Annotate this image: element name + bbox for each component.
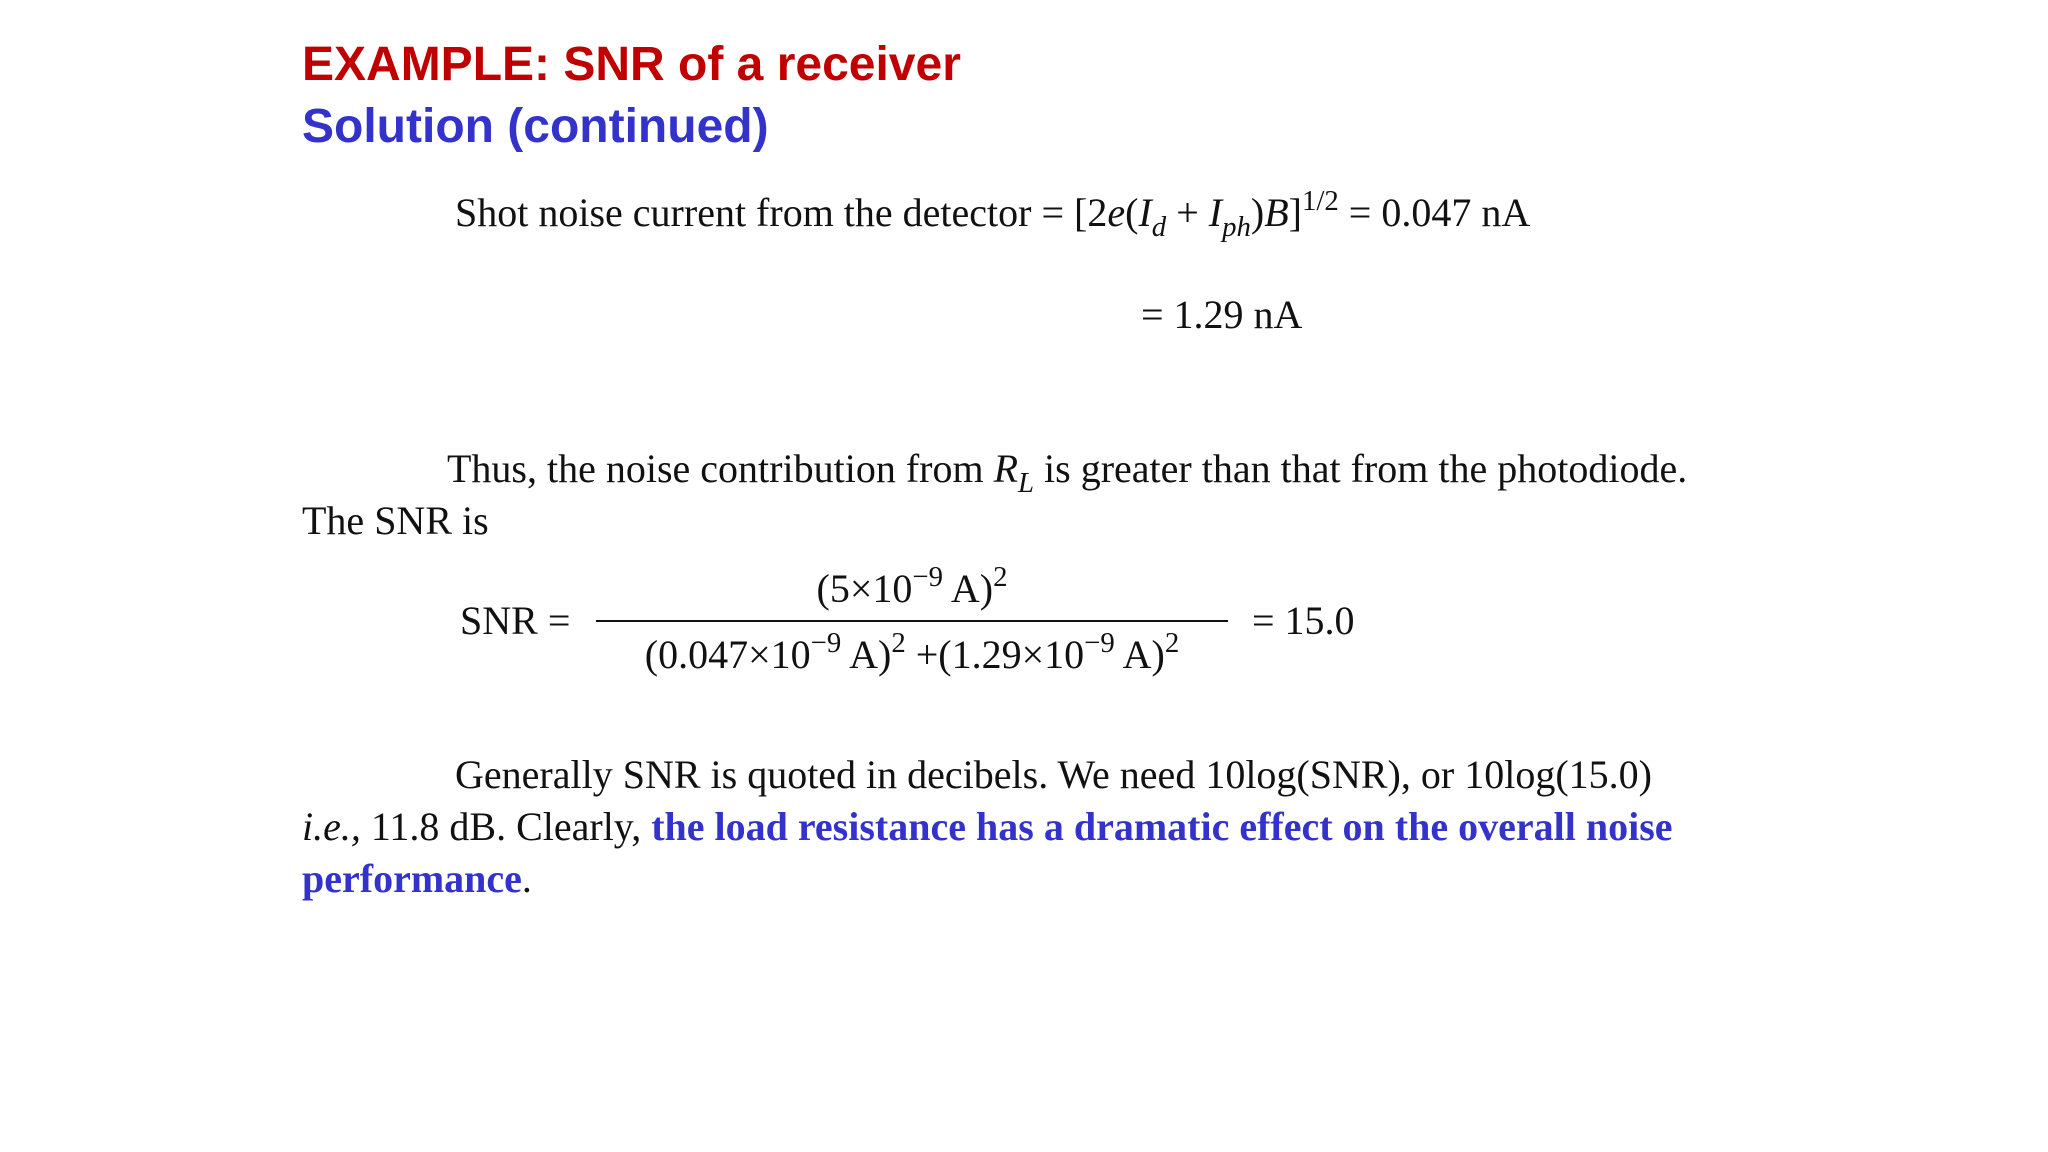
plus-sign: + — [1166, 190, 1209, 235]
var-e: e — [1107, 190, 1126, 235]
var-I-ph: I — [1208, 190, 1223, 235]
den2-base: (1.29×10 — [938, 632, 1085, 677]
var-B: B — [1264, 190, 1289, 235]
comparison-prefix: Thus, the noise contribution from — [447, 446, 994, 491]
snr-fraction — [596, 560, 1228, 684]
den-plus: + — [905, 632, 939, 677]
conclusion-line-2 — [302, 802, 1673, 852]
den1-unit: A) — [841, 632, 892, 677]
var-R: R — [993, 446, 1019, 491]
thermal-noise-result: = 1.29 nA — [1141, 292, 1303, 337]
sub-ph: ph — [1222, 211, 1251, 244]
comparison-line-2: The SNR is — [302, 498, 489, 543]
exponent-half: 1/2 — [1301, 185, 1339, 218]
open-paren: ( — [1125, 190, 1139, 235]
den1-power: 2 — [891, 627, 906, 660]
close-bracket: ] — [1288, 190, 1302, 235]
slide-title: EXAMPLE: SNR of a receiver — [302, 38, 961, 91]
num-unit: A) — [943, 566, 994, 611]
shot-noise-result: = 0.047 nA — [1338, 190, 1531, 235]
comparison-suffix: is greater than that from the photodiode. — [1034, 446, 1688, 491]
sub-d: d — [1151, 211, 1167, 244]
slide-subtitle: Solution (continued) — [302, 100, 769, 153]
fraction-bar — [596, 620, 1228, 622]
emphasis-text-2: performance — [302, 856, 522, 901]
snr-lhs: SNR = — [460, 598, 571, 643]
conclusion-line-1: Generally SNR is quoted in decibels. We need 10log(SNR), or 10log(15.0) — [455, 752, 1652, 797]
snr-denominator — [596, 626, 1228, 684]
snr-rhs: = 15.0 — [1252, 598, 1355, 643]
comparison-line-1 — [447, 444, 1688, 500]
snr-numerator — [596, 560, 1228, 618]
emphasis-text-1: the load resistance has a dramatic effect on the overall noise — [651, 804, 1673, 849]
num-exponent: −9 — [912, 561, 944, 594]
conclusion-line-3 — [302, 854, 532, 904]
conclusion-mid: 11.8 dB. Clearly, — [360, 804, 652, 849]
var-I-d: I — [1138, 190, 1152, 235]
den1-base: (0.047×10 — [644, 632, 811, 677]
close-paren: ) — [1250, 190, 1265, 235]
shot-noise-equation — [455, 185, 1531, 244]
den1-exponent: −9 — [810, 627, 842, 660]
shot-noise-label: Shot noise current from the detector = [2 — [455, 190, 1108, 235]
den2-power: 2 — [1164, 627, 1180, 660]
sub-L: L — [1018, 467, 1035, 500]
den2-exponent: −9 — [1084, 627, 1115, 660]
ie-abbrev: i.e., — [302, 804, 361, 849]
conclusion-period: . — [521, 856, 532, 901]
num-power: 2 — [993, 561, 1008, 594]
den2-unit: A) — [1114, 632, 1165, 677]
num-base: (5×10 — [816, 566, 913, 611]
